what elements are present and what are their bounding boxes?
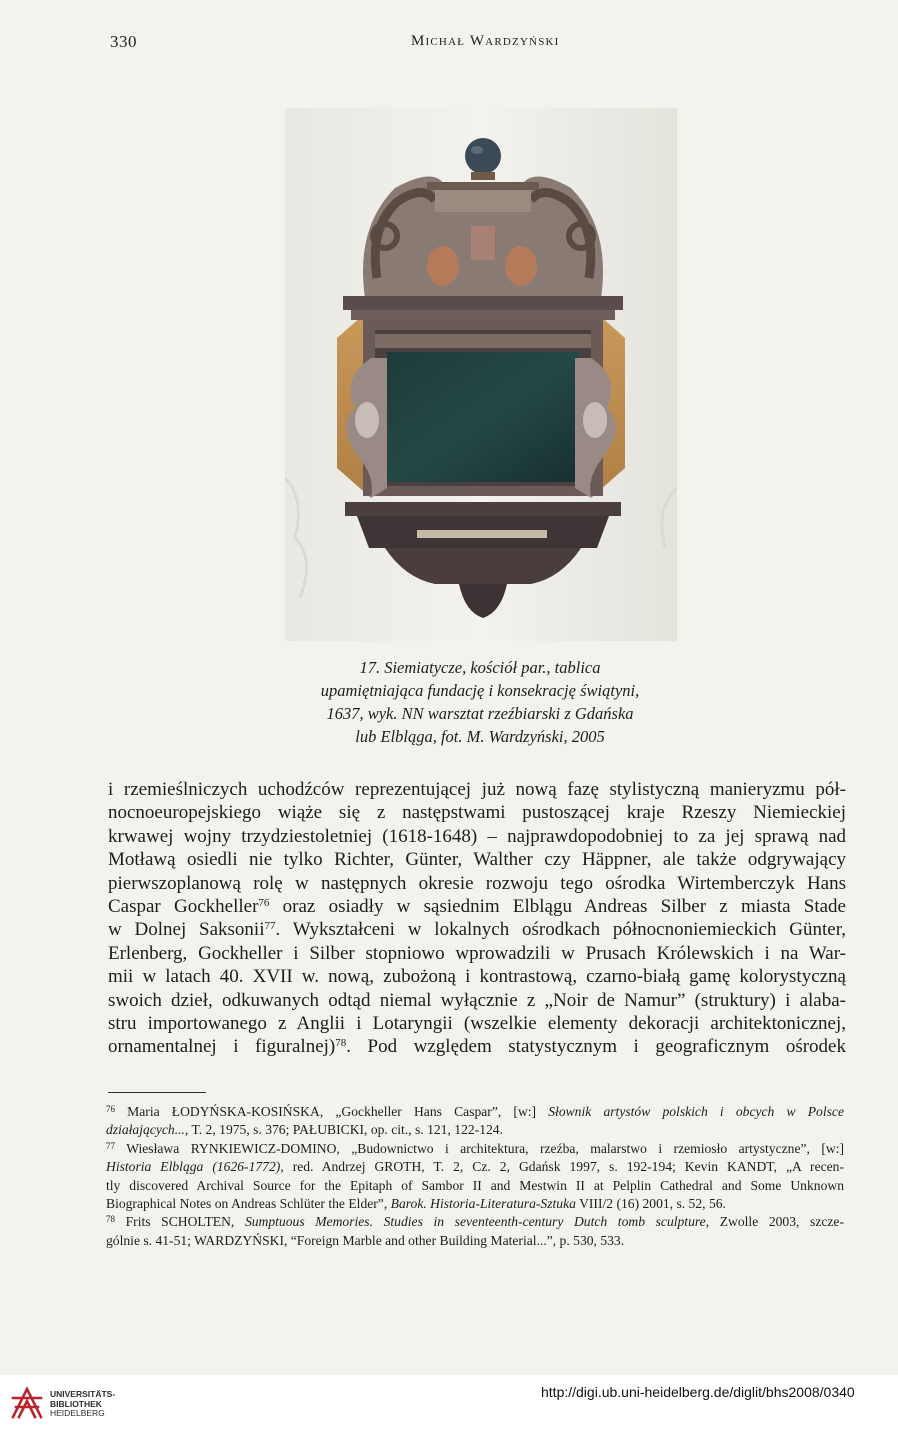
figure-photo [285, 108, 677, 641]
footnote-78-line [106, 1213, 844, 1231]
library-logo-text [50, 1390, 115, 1419]
footnote-77-line [106, 1195, 844, 1213]
body-line: i rzemieślniczych uchodźców reprezentującej już nową fazę stylistyczną manieryzmu pół- [108, 779, 846, 800]
body-line: pierwszoplanową rolę w następnych okresie rozwoju tego ośrodka Wirtemberczyk Hans [108, 872, 846, 894]
footnote-text: VIII/2 (16) 2001, s. 52, 56. [575, 1195, 726, 1211]
page-number: 330 [110, 32, 137, 51]
body-line-text: oraz osiadły w sąsiednim Elblągu Andreas Silber z miasta Stade [269, 895, 846, 917]
body-line: nocnoeuropejskiego wiąże się z następstwami pustoszącej kraje Rzeszy Niemieckiej [108, 802, 846, 824]
footnote-title: Słownik artystów polskich i obcych w Polsce [548, 1104, 844, 1119]
caption-line: 17. Siemiatycze, kościół par., tablica [359, 658, 601, 677]
logo-line: UNIVERSITÄTS- [50, 1389, 116, 1399]
body-line: Erlenberg, Gockheller i Silber stopniowo wprowadzili w Prusach Królewskich i na War- [108, 942, 846, 964]
body-line: krwawej wojny trzydziestoletniej (1618-1648) – najprawdopodobniej to za jej sprawą nad [108, 825, 846, 847]
caption-line: lub Elbląga, fot. M. Wardzyński, 2005 [355, 727, 605, 746]
footnote-text: , red. Andrzej GROTH, T. 2, Cz. 2, Gdańsk 1997, s. 192-194; Kevin KANDT, „A recen- [280, 1159, 845, 1175]
university-library-logo-icon [10, 1386, 44, 1420]
footnote-76-line [106, 1103, 844, 1121]
footnote-text: Biographical Notes on Andreas Schlüter the Elder”, [106, 1195, 391, 1211]
footnote-78-line: gólnie s. 41-51; WARDZYŃSKI, “Foreign Marble and other Building Material...”, p. 530, 533. [106, 1232, 625, 1248]
footnote-text: Maria ŁODYŃSKA-KOSIŃSKA, „Gockheller Hans Caspar”, [w:] [127, 1104, 549, 1119]
footnote-number: 77 [106, 1140, 115, 1151]
body-line [108, 1035, 846, 1058]
footnote-ref-78[interactable]: 78 [335, 1037, 347, 1050]
running-head [0, 32, 898, 54]
footnote-text: , Zwolle 2003, szcze- [705, 1214, 844, 1230]
body-line-text: Caspar Gockheller [108, 895, 259, 917]
footnote-title: Historia Elbląga (1626-1772) [106, 1159, 281, 1175]
body-line-text: . Pod względem statystycznym i geograficznym ośrodek [346, 1036, 846, 1058]
footnote-text: Frits SCHOLTEN, [125, 1214, 245, 1230]
figure-caption [250, 656, 710, 748]
footnote-text: Wiesława RYNKIEWICZ-DOMINO, „Budownictwo i architektura, rzeźba, malarstwo i rzemiosło artystyczne”, [w:] [126, 1140, 844, 1156]
body-line: mii w latach 40. XVII w. nową, zubożoną i kontrastową, czarno-białą gamę kolorystyczną [108, 966, 846, 988]
footnote-76-line [106, 1121, 844, 1139]
body-line: swoich dzieł, odkuwanych odtąd niemal wyłącznie z „Noir de Namur” (struktury) i alaba- [108, 989, 846, 1011]
logo-line: HEIDELBERG [50, 1408, 105, 1418]
body-text [108, 778, 846, 1059]
footnotes [106, 1103, 844, 1250]
body-line [108, 895, 846, 918]
body-line-text: . Wykształceni w lokalnych ośrodkach północnoniemieckich Günter, [275, 919, 847, 941]
footnote-title: Sumptuous Memories. Studies in seventeenth-century Dutch tomb sculpture [244, 1214, 706, 1230]
footnote-number: 78 [106, 1214, 115, 1225]
caption-line: 1637, wyk. NN warsztat rzeźbiarski z Gdańska [326, 704, 634, 723]
running-head-author: Michał Wardzyński [411, 33, 560, 49]
source-url-link[interactable]: http://digi.ub.uni-heidelberg.de/diglit/bhs2008/0340 [541, 1384, 855, 1400]
caption-line: upamiętniająca fundację i konsekrację świątyni, [320, 681, 640, 700]
footnote-ref-76[interactable]: 76 [258, 896, 270, 909]
footnote-ref-77[interactable]: 77 [264, 920, 276, 933]
body-line: Motławą osiedli nie tylko Richter, Günter, Walther czy Häppner, ale także odgrywający [108, 849, 846, 871]
body-line-text: w Dolnej Saksonii [108, 919, 265, 941]
body-line [108, 918, 846, 941]
footnote-text: , T. 2, 1975, s. 376; PAŁUBICKI, op. cit., s. 121, 122-124. [184, 1122, 503, 1138]
footnote-number: 76 [106, 1104, 115, 1114]
footnote-separator [108, 1092, 206, 1093]
footnote-77-line [106, 1158, 844, 1176]
footnote-77-line: tly discovered Archival Source for the Epitaph of Sambor II and Mestwin II at Pelplin Cathedral and Some Unknown [106, 1177, 844, 1193]
body-line: stru importowanego z Anglii i Lotaryngii (wszelkie elementy dekoracji architektonicznej, [108, 1012, 846, 1034]
footnote-77-line [106, 1140, 844, 1158]
footnote-title: działających... [106, 1122, 185, 1138]
logo-line: BIBLIOTHEK [50, 1398, 102, 1409]
footnote-title: Barok. Historia-Literatura-Sztuka [390, 1195, 576, 1211]
body-line-text: ornamentalnej i figuralnej) [108, 1036, 336, 1058]
epitaph-plaque-illustration [285, 108, 677, 641]
